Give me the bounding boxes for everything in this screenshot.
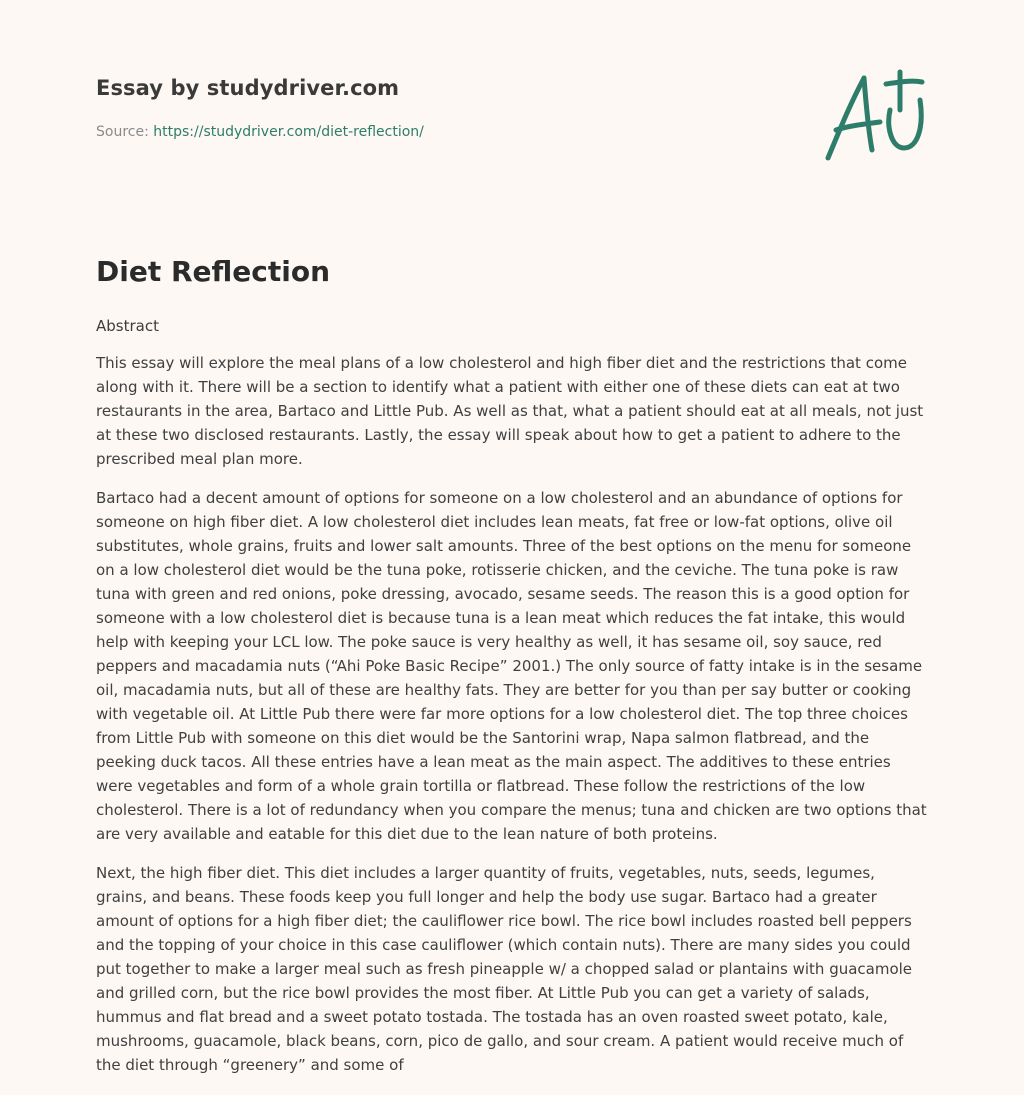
- essay-body: [96, 351, 928, 1092]
- essay-title: Diet Reflection: [96, 255, 331, 288]
- abstract-label: Abstract: [96, 317, 159, 335]
- source-label: Source:: [96, 124, 154, 140]
- source-link[interactable]: https://studydriver.com/diet-reflection/: [153, 124, 424, 140]
- source-line: [96, 124, 424, 140]
- site-title: Essay by studydriver.com: [96, 76, 400, 100]
- paragraph: This essay will explore the meal plans of a low cholesterol and high fiber diet and the restrictions that come along with it. There will be a section to identify what a patient with either one of these diets can eat at two restaurants in the area, Bartaco and Little Pub. As well as that, what a patient should eat at all meals, not just at these two disclosed restaurants. Lastly, the essay will speak about how to get a patient to adhere to the prescribed meal plan more.: [96, 354, 924, 468]
- paragraph: Next, the high fiber diet. This diet includes a larger quantity of fruits, vegetables, nuts, seeds, legumes, grains, and beans. These foods keep you full longer and help the body use sugar. Bartaco had a greater amount of options for a high fiber diet; the cauliflower rice bowl. The rice bowl includes roasted bell peppers and the topping of your choice in this case cauliflower (which contain nuts). There are many sides you could put together to make a larger meal such as fresh pineapple w/ a chopped salad or plantains with guacamole and grilled corn, but the rice bowl provides the most fiber. At Little Pub you can get a variety of salads, hummus and flat bread and a sweet potato tostada. The tostada has an oven roasted sweet potato, kale, mushrooms, guacamole, black beans, corn, pico de gallo, and sour cream. A patient would receive much of the diet through “greenery” and some of: [96, 864, 913, 1074]
- paragraph: Bartaco had a decent amount of options for someone on a low cholesterol and an abundance of options for someone on high fiber diet. A low cholesterol diet includes lean meats, fat free or low-fat options, olive oil substitutes, whole grains, fruits and lower salt amounts. Three of the best options on the menu for someone on a low cholesterol diet would be the tuna poke, rotisserie chicken, and the ceviche. The tuna poke is raw tuna with green and red onions, poke dressing, avocado, sesame seeds. The reason this is a good option for someone with a low cholesterol diet is because tuna is a lean meat which reduces the fat intake, this would help with keeping your LCL low. The poke sauce is very healthy as well, it has sesame oil, soy sauce, red peppers and macadamia nuts (“Ahi Poke Basic Recipe” 2001.) The only source of fatty intake is in the sesame oil, macadamia nuts, but all of these are healthy fats. They are better for you than per say butter or cooking with vegetable oil. At Little Pub there were far more options for a low cholesterol diet. The top three choices from Little Pub with someone on this diet would be the Santorini wrap, Napa salmon flatbread, and the peeking duck tacos. All these entries have a lean meat as the main aspect. The additives to these entries were vegetables and form of a whole grain tortilla or flatbread. These follow the restrictions of the low cholesterol. There is a lot of redundancy when you compare the menus; tuna and chicken are two options that are very available and eatable for this diet due to the lean nature of both proteins.: [96, 489, 927, 843]
- a-plus-logo-icon: [820, 64, 930, 168]
